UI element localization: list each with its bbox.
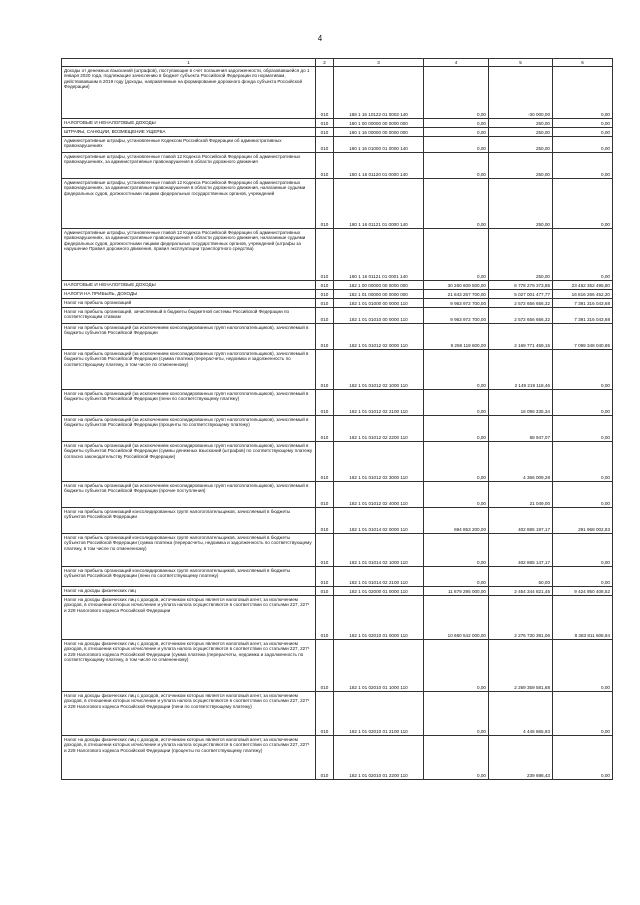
row-budget-code-cell: 182 1 01 01012 02 3000 110	[334, 442, 424, 482]
row-budget-code-cell: 182 1 01 01012 02 1000 110	[334, 350, 424, 390]
row-approved-cell: 0,00	[424, 153, 489, 179]
table-row	[62, 640, 613, 692]
row-executed-cell: 402 885 197,17	[489, 508, 553, 534]
row-approved-cell: 0,00	[424, 736, 489, 780]
row-name-cell: Административные штрафы, установленные Кодексом Российской Федерации об административных правонарушениях	[62, 137, 316, 153]
row-line-code-cell: 010	[316, 229, 334, 281]
row-executed-cell: 239 698,43	[489, 736, 553, 780]
row-name-cell: Налог на доходы физических лиц с доходов, источником которых является налоговый агент, за исключением доходов, в отношении которых исчисление и уплата налога осуществляются в соответствии со статьями 227, 227¹ и 228 Налогового кодекса Российской Федерации (пени по соответствующему платежу)	[62, 692, 316, 736]
row-name-cell: Налог на прибыль организаций (за исключением консолидированных групп налогоплательщиков), зачисляемый в бюджеты субъектов Российской Федерации (проценты по соответствующему платежу)	[62, 416, 316, 442]
row-executed-cell: 5 027 001 477,77	[489, 290, 553, 299]
table-row	[62, 442, 613, 482]
row-executed-cell: 68 947,07	[489, 416, 553, 442]
row-approved-cell: 9 269 119 600,00	[424, 324, 489, 350]
row-line-code-cell: 010	[316, 640, 334, 692]
row-line-code-cell: 010	[316, 128, 334, 137]
row-unexecuted-cell: 7 099 348 040,85	[553, 324, 613, 350]
row-executed-cell: 2 169 771 459,15	[489, 324, 553, 350]
row-executed-cell: 2 149 219 118,46	[489, 350, 553, 390]
row-budget-code-cell: 180 1 00 00000 00 0000 000	[334, 119, 424, 128]
row-line-code-cell: 010	[316, 324, 334, 350]
row-approved-cell: 0,00	[424, 119, 489, 128]
header-col-5: 5	[489, 59, 553, 67]
row-line-code-cell: 010	[316, 119, 334, 128]
row-name-cell: Налог на прибыль организаций консолидированных групп налогоплательщиков, зачисляемый в бюджеты субъектов Российской Федерации (пени по соответствующему платежу)	[62, 567, 316, 587]
row-name-cell: Административные штрафы, установленные главой 12 Кодекса Российской Федерации об административных правонарушениях, за административные правонарушения в области дорожного движения, налагаемые судьями федеральных судов, должностными лицами федеральных государственных органов, учреждений (штрафы за нарушение Правил дорожного движения, правил эксплуатации транспортного средства)	[62, 229, 316, 281]
row-budget-code-cell: 182 1 00 00000 00 0000 000	[334, 281, 424, 290]
row-name-cell: Налог на прибыль организаций, зачисляемый в бюджеты бюджетной системы Российской Федерации по соответствующим ставкам	[62, 308, 316, 324]
row-line-code-cell: 010	[316, 350, 334, 390]
table-header-row	[62, 59, 613, 67]
row-executed-cell: 2 276 730 391,06	[489, 596, 553, 640]
row-unexecuted-cell: 0,00	[553, 179, 613, 229]
row-budget-code-cell: 182 1 01 02000 01 0000 110	[334, 587, 424, 596]
row-budget-code-cell: 182 1 01 02010 01 1000 110	[334, 640, 424, 692]
row-approved-cell: 694 853 200,00	[424, 508, 489, 534]
row-unexecuted-cell: 0,00	[553, 640, 613, 692]
row-line-code-cell: 010	[316, 567, 334, 587]
row-approved-cell: 0,00	[424, 179, 489, 229]
row-name-cell: Административные штрафы, установленные главой 12 Кодекса Российской Федерации об административных правонарушениях, за административные правонарушения в области дорожного движения	[62, 153, 316, 179]
row-executed-cell: 21 049,00	[489, 482, 553, 508]
row-line-code-cell: 010	[316, 416, 334, 442]
table-row	[62, 390, 613, 416]
row-budget-code-cell: 182 1 01 01014 02 1000 110	[334, 534, 424, 567]
row-line-code-cell: 010	[316, 587, 334, 596]
row-name-cell: НАЛОГОВЫЕ И НЕНАЛОГОВЫЕ ДОХОДЫ	[62, 119, 316, 128]
table-row	[62, 299, 613, 308]
row-unexecuted-cell: 23 482 352 495,80	[553, 281, 613, 290]
row-executed-cell: 2 572 656 656,32	[489, 299, 553, 308]
row-unexecuted-cell: 16 816 266 452,20	[553, 290, 613, 299]
row-budget-code-cell: 182 1 01 01014 02 0000 110	[334, 508, 424, 534]
row-approved-cell: 0,00	[424, 442, 489, 482]
row-budget-code-cell: 182 1 01 01012 02 0000 110	[334, 324, 424, 350]
row-line-code-cell: 010	[316, 290, 334, 299]
row-executed-cell: 4 445 865,93	[489, 692, 553, 736]
table-row	[62, 587, 613, 596]
row-unexecuted-cell: 0,00	[553, 482, 613, 508]
row-line-code-cell: 010	[316, 153, 334, 179]
row-name-cell: Налог на прибыль организаций (за исключением консолидированных групп налогоплательщиков), зачисляемый в бюджеты субъектов Российской Федерации (пени по соответствующему платежу)	[62, 390, 316, 416]
row-line-code-cell: 010	[316, 137, 334, 153]
row-line-code-cell: 010	[316, 308, 334, 324]
row-approved-cell: 0,00	[424, 229, 489, 281]
row-executed-cell: 2 269 359 581,68	[489, 640, 553, 692]
row-executed-cell: 250,00	[489, 119, 553, 128]
table-row	[62, 567, 613, 587]
table-row	[62, 281, 613, 290]
row-approved-cell: 0,00	[424, 640, 489, 692]
row-budget-code-cell: 180 1 16 00000 00 0000 000	[334, 128, 424, 137]
header-col-3: 3	[334, 59, 424, 67]
table-row	[62, 692, 613, 736]
table-row	[62, 736, 613, 780]
row-budget-code-cell: 188 1 16 10122 01 0002 140	[334, 67, 424, 119]
row-approved-cell: 0,00	[424, 416, 489, 442]
header-col-1: 1	[62, 59, 316, 67]
row-name-cell: Административные штрафы, установленные главой 12 Кодекса Российской Федерации об административных правонарушениях, за административные правонарушения в области дорожного движения, налагаемые судьями федеральных судов, должностными лицами федеральных государственных органов, учреждений	[62, 179, 316, 229]
row-line-code-cell: 010	[316, 692, 334, 736]
row-approved-cell: 0,00	[424, 534, 489, 567]
row-executed-cell: 250,00	[489, 229, 553, 281]
row-name-cell: Налог на прибыль организаций (за исключением консолидированных групп налогоплательщиков), зачисляемый в бюджеты субъектов Российской Федерации (прочие поступления)	[62, 482, 316, 508]
row-name-cell: Налог на прибыль организаций (за исключением консолидированных групп налогоплательщиков), зачисляемый в бюджеты субъектов Российской Федерации (суммы денежных взысканий (штрафов) по соответствующему платежу согласно законодательству Российской Федерации)	[62, 442, 316, 482]
row-unexecuted-cell: 0,00	[553, 137, 613, 153]
row-budget-code-cell: 182 1 01 01010 00 0000 110	[334, 308, 424, 324]
row-unexecuted-cell: 7 391 316 043,68	[553, 299, 613, 308]
row-executed-cell: -30 000,00	[489, 67, 553, 119]
table-row	[62, 596, 613, 640]
row-executed-cell: 250,00	[489, 179, 553, 229]
row-line-code-cell: 010	[316, 390, 334, 416]
table-row	[62, 324, 613, 350]
table-row	[62, 416, 613, 442]
header-col-2: 2	[316, 59, 334, 67]
row-name-cell: Налог на доходы физических лиц	[62, 587, 316, 596]
row-line-code-cell: 010	[316, 482, 334, 508]
row-approved-cell: 10 660 542 000,00	[424, 596, 489, 640]
row-budget-code-cell: 180 1 16 01120 01 0000 140	[334, 153, 424, 179]
row-line-code-cell: 010	[316, 281, 334, 290]
row-unexecuted-cell: 0,00	[553, 67, 613, 119]
row-executed-cell: 6 778 279 373,85	[489, 281, 553, 290]
row-approved-cell: 0,00	[424, 137, 489, 153]
revenue-table	[61, 58, 613, 780]
row-approved-cell: 21 843 267 700,00	[424, 290, 489, 299]
row-unexecuted-cell: 291 968 002,83	[553, 508, 613, 534]
row-approved-cell: 0,00	[424, 67, 489, 119]
header-col-6: 6	[553, 59, 613, 67]
row-budget-code-cell: 182 1 01 02010 01 0000 110	[334, 596, 424, 640]
row-approved-cell: 11 879 295 000,00	[424, 587, 489, 596]
table-row	[62, 128, 613, 137]
row-executed-cell: 50,00	[489, 567, 553, 587]
row-budget-code-cell: 182 1 01 01012 02 4000 110	[334, 482, 424, 508]
row-budget-code-cell: 182 1 01 02010 01 2100 110	[334, 692, 424, 736]
row-executed-cell: 402 885 147,17	[489, 534, 553, 567]
row-unexecuted-cell: 0,00	[553, 442, 613, 482]
row-executed-cell: 250,00	[489, 153, 553, 179]
row-name-cell: НАЛОГОВЫЕ И НЕНАЛОГОВЫЕ ДОХОДЫ	[62, 281, 316, 290]
row-unexecuted-cell: 0,00	[553, 567, 613, 587]
row-executed-cell: 2 572 656 656,32	[489, 308, 553, 324]
page-number: 4	[317, 34, 323, 43]
row-unexecuted-cell: 0,00	[553, 416, 613, 442]
row-line-code-cell: 010	[316, 179, 334, 229]
row-name-cell: Налог на прибыль организаций	[62, 299, 316, 308]
row-unexecuted-cell: 0,00	[553, 229, 613, 281]
row-budget-code-cell: 182 1 01 01000 00 0000 110	[334, 299, 424, 308]
table-row	[62, 482, 613, 508]
table-row	[62, 229, 613, 281]
row-approved-cell: 0,00	[424, 692, 489, 736]
table-row	[62, 290, 613, 299]
row-unexecuted-cell: 8 383 811 608,94	[553, 596, 613, 640]
table-row	[62, 67, 613, 119]
row-name-cell: Налог на доходы физических лиц с доходов, источником которых является налоговый агент, за исключением доходов, в отношении которых исчисление и уплата налога осуществляются в соответствии со статьями 227, 227¹ и 228 Налогового кодекса Российской Федерации	[62, 596, 316, 640]
row-approved-cell: 9 963 972 700,00	[424, 308, 489, 324]
table-row	[62, 308, 613, 324]
row-budget-code-cell: 182 1 01 01012 02 2100 110	[334, 390, 424, 416]
row-unexecuted-cell: 9 424 950 408,52	[553, 587, 613, 596]
row-executed-cell: 250,00	[489, 128, 553, 137]
row-name-cell: Доходы от денежных взысканий (штрафов), поступающие в счет погашения задолженности, образовавшейся до 1 января 2020 года, подлежащие зачислению в бюджет субъекта Российской Федерации по нормативам, действовавшим в 2019 году (доходы, направляемые на формирование дорожного фонда субъекта Российской Федерации)	[62, 67, 316, 119]
row-name-cell: НАЛОГИ НА ПРИБЫЛЬ, ДОХОДЫ	[62, 290, 316, 299]
row-line-code-cell: 010	[316, 442, 334, 482]
row-approved-cell: 0,00	[424, 350, 489, 390]
row-budget-code-cell: 182 1 01 01012 02 2200 110	[334, 416, 424, 442]
row-approved-cell: 9 963 972 700,00	[424, 299, 489, 308]
row-name-cell: Налог на прибыль организаций консолидированных групп налогоплательщиков, зачисляемый в бюджеты субъектов Российской Федерации	[62, 508, 316, 534]
row-executed-cell: 2 454 344 821,45	[489, 587, 553, 596]
row-approved-cell: 0,00	[424, 128, 489, 137]
row-approved-cell: 30 260 609 500,00	[424, 281, 489, 290]
table-row	[62, 534, 613, 567]
row-unexecuted-cell: 0,00	[553, 128, 613, 137]
row-name-cell: Налог на прибыль организаций (за исключением консолидированных групп налогоплательщиков), зачисляемый в бюджеты субъектов Российской Федерации (сумма платежа (перерасчеты, недоимка и задолженность по соответствующему платежу, в том числе по отмененному)	[62, 350, 316, 390]
row-line-code-cell: 010	[316, 736, 334, 780]
row-unexecuted-cell: 0,00	[553, 350, 613, 390]
row-unexecuted-cell: 0,00	[553, 153, 613, 179]
row-unexecuted-cell: 0,00	[553, 692, 613, 736]
row-unexecuted-cell: 0,00	[553, 736, 613, 780]
row-line-code-cell: 010	[316, 67, 334, 119]
row-unexecuted-cell: 0,00	[553, 119, 613, 128]
row-line-code-cell: 010	[316, 508, 334, 534]
row-budget-code-cell: 182 1 01 02010 01 2200 110	[334, 736, 424, 780]
table-row	[62, 153, 613, 179]
table-row	[62, 179, 613, 229]
table-row	[62, 137, 613, 153]
row-approved-cell: 0,00	[424, 390, 489, 416]
row-executed-cell: 250,00	[489, 137, 553, 153]
row-name-cell: Налог на доходы физических лиц с доходов, источником которых является налоговый агент, за исключением доходов, в отношении которых исчисление и уплата налога осуществляются в соответствии со статьями 227, 227¹ и 228 Налогового кодекса Российской Федерации (проценты по соответствующему платежу)	[62, 736, 316, 780]
row-unexecuted-cell: 0,00	[553, 390, 613, 416]
row-approved-cell: 0,00	[424, 567, 489, 587]
row-budget-code-cell: 180 1 16 01121 01 0001 140	[334, 229, 424, 281]
table-row	[62, 350, 613, 390]
row-name-cell: Налог на прибыль организаций (за исключением консолидированных групп налогоплательщиков), зачисляемый в бюджеты субъектов Российской Федерации	[62, 324, 316, 350]
row-executed-cell: 4 366 009,28	[489, 442, 553, 482]
table-row	[62, 508, 613, 534]
row-line-code-cell: 010	[316, 299, 334, 308]
header-col-4: 4	[424, 59, 489, 67]
row-budget-code-cell: 182 1 01 01014 02 2100 110	[334, 567, 424, 587]
row-name-cell: Налог на прибыль организаций консолидированных групп налогоплательщиков, зачисляемый в бюджеты субъектов Российской Федерации (сумма платежа (перерасчеты, недоимка и задолженность по соответствующему платежу, в том числе по отмененному)	[62, 534, 316, 567]
row-unexecuted-cell: 7 391 316 043,68	[553, 308, 613, 324]
row-name-cell: Налог на доходы физических лиц с доходов, источником которых является налоговый агент, за исключением доходов, в отношении которых исчисление и уплата налога осуществляются в соответствии со статьями 227, 227¹ и 228 Налогового кодекса Российской Федерации (сумма платежа (перерасчеты, недоимка и задолженность по соответствующему платежу, в том числе по отмененному)	[62, 640, 316, 692]
row-name-cell: ШТРАФЫ, САНКЦИИ, ВОЗМЕЩЕНИЕ УЩЕРБА	[62, 128, 316, 137]
row-executed-cell: 16 096 335,34	[489, 390, 553, 416]
row-unexecuted-cell: 0,00	[553, 534, 613, 567]
row-line-code-cell: 010	[316, 596, 334, 640]
row-budget-code-cell: 182 1 01 00000 00 0000 000	[334, 290, 424, 299]
table-row	[62, 119, 613, 128]
row-approved-cell: 0,00	[424, 482, 489, 508]
row-budget-code-cell: 180 1 16 01000 01 0000 140	[334, 137, 424, 153]
row-budget-code-cell: 180 1 16 01121 01 0000 140	[334, 179, 424, 229]
row-line-code-cell: 010	[316, 534, 334, 567]
